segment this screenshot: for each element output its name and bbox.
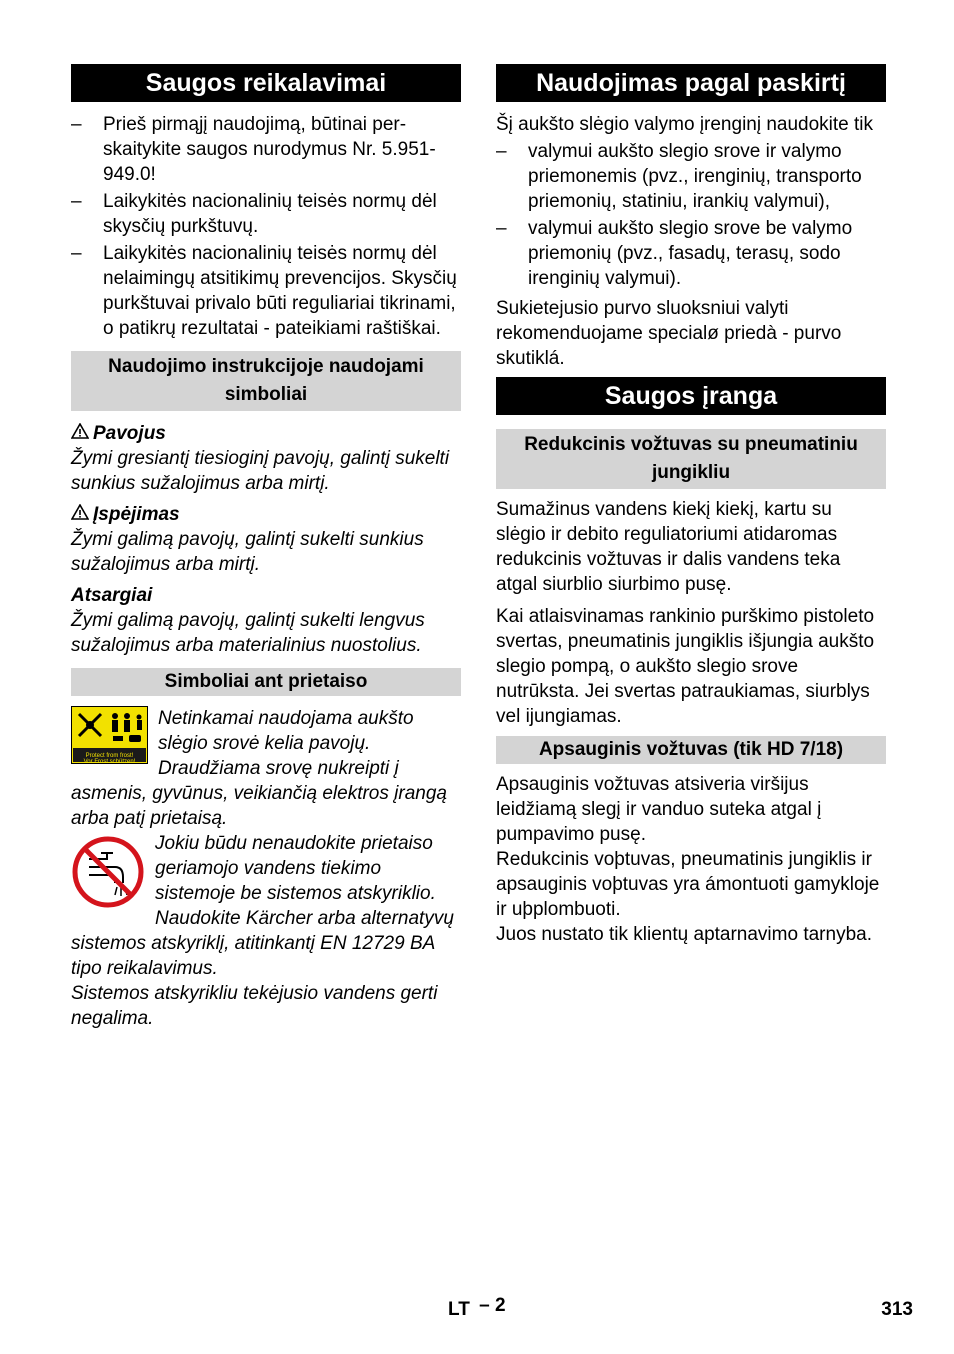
section-heading-safety: Saugos reikalavimai [71,64,461,102]
list-item [496,216,886,291]
high-pressure-sticker-icon [71,706,148,769]
list-item-text: Prieš pirmąjį naudojimą, būtinai per-skaitykite saugos nurodymus Nr. 5.951-949.0! [103,114,436,185]
subheading-reduction-valve: Redukcinis vožtuvas su pneumatiniu jungikliu [496,429,886,489]
sticker-text-en: Protect from frost! [85,753,134,759]
list-item [71,112,461,187]
no-drinking-water-text: Jokiu būdu nenaudokite prietaiso geriamojo vandens tiekimo sistemoje be sistemos atskyriklio. Naudokite Kärcher arba alternatyvų sistemos atskyriklį, atitinkantį EN 12729 BA tipo reikalavimus. [71,833,454,979]
pavojus-label-text: Pavojus [93,423,166,444]
sticker-text-de: Vor Frost schützen! [83,759,136,765]
footer-language [448,1295,506,1321]
page-number: 313 [881,1299,913,1320]
list-item [496,139,886,214]
warning-triangle-icon [71,421,93,446]
list-dash: – [71,191,82,212]
list-item-text: Laikykitės nacionalinių teisės normų dėl skysčių purkštuvų. [103,191,437,237]
list-dash: – [71,243,82,264]
sticker-block [71,706,461,831]
subheading-symbols: Naudojimo instrukcijoje naudojami simboliai [71,351,461,411]
list-dash: – [71,114,82,135]
right-column [496,64,886,947]
pavojus-text: Žymi gresiantį tiesioginį pavojų, galintį sukelti sunkius sužalojimus arba mirtį. [71,448,450,494]
no-drinking-water-block [71,831,461,1031]
list-dash: – [496,218,507,239]
pavojus-label [71,421,461,446]
section-heading-intended-use: Naudojimas pagal paskirtį [496,64,886,102]
ispejimas-label-text: Įspėjimas [93,504,180,525]
subheading-safety-valve: Apsauginis vožtuvas (tik HD 7/18) [496,736,886,764]
subheading-device-symbols: Simboliai ant prietaiso [71,668,461,696]
safety-valve-paragraph: Redukcinis voþtuvas, pneumatinis jungiklis ir apsauginis voþtuvas yra ámontuoti gamykloje ir uþplombuoti. [496,849,880,920]
safety-valve-paragraph: Juos nustato tik klientų aptarnavimo tarnyba. [496,924,872,945]
list-dash: – [496,141,507,162]
list-item [71,189,461,239]
safety-valve-paragraph: Apsauginis vožtuvas atsiveria viršijus leidžiamą slegį ir vanduo suteka atgal į pumpavimo pusę. [496,774,822,845]
intended-use-note: Sukietejusio purvo sluoksniui valyti rekomenduojame specialø priedà - purvo skutiklá. [496,298,842,369]
list-item [71,241,461,341]
list-item-text: valymui aukšto slegio srove ir valymo priemonemis (pvz., irenginių, transporto priemonių, statiniu, irankių valymui), [528,141,862,212]
ispejimas-text: Žymi galimą pavojų, galintį sukelti sunkius sužalojimus arba mirtį. [71,529,424,575]
footer-language-code: LT [448,1299,470,1320]
left-column [71,64,461,1031]
intended-use-intro: Šį aukšto slėgio valymo įrenginį naudokite tik [496,114,874,135]
atsargiai-label: Atsargiai [71,585,153,606]
ispejimas-label [71,502,461,527]
footer-section-page: – 2 [479,1295,506,1316]
no-drinking-water-icon [71,835,145,914]
section-heading-safety-devices: Saugos įranga [496,377,886,415]
list-item-text: Laikykitės nacionalinių teisės normų dėl nelaimingų atsitikimų prevencijos. Skysčių purkštuvai privalo būti reguliariai tikrinami, o patikrų rezultatai - pateikiami raštiškai. [103,243,457,339]
reduction-valve-paragraph: Kai atlaisvinamas rankinio purškimo pistoleto svertas, pneumatinis jungiklis išjungia aukšto slegio pompą, o aukšto slegio srove nutrūksta. Jei svertas patraukiamas, siurblys vel ijungiamas. [496,606,875,727]
list-item-text: valymui aukšto slegio srove be valymo priemonių (pvz., fasadų, terasų, sodo irenginių valymui). [528,218,853,289]
no-drinking-water-text-2: Sistemos atskyrikliu tekėjusio vandens gerti negalima. [71,983,438,1029]
atsargiai-text: Žymi galimą pavojų, galintį sukelti lengvus sužalojimus arba materialinius nuostolius. [71,610,425,656]
sticker-description: Netinkamai naudojama aukšto slėgio srovė kelia pavojų. Draudžiama srovę nukreipti į asmenis, gyvūnus, veikiančią elektros įrangą arba patį prietaisą. [71,708,447,829]
warning-triangle-icon [71,502,93,527]
reduction-valve-paragraph: Sumažinus vandens kiekį kiekį, kartu su slėgio ir debito reguliatoriumi atidaromas redukcinis vožtuvas ir dalis vandens teka atgal siurblio siurbimo pusę. [496,499,841,595]
